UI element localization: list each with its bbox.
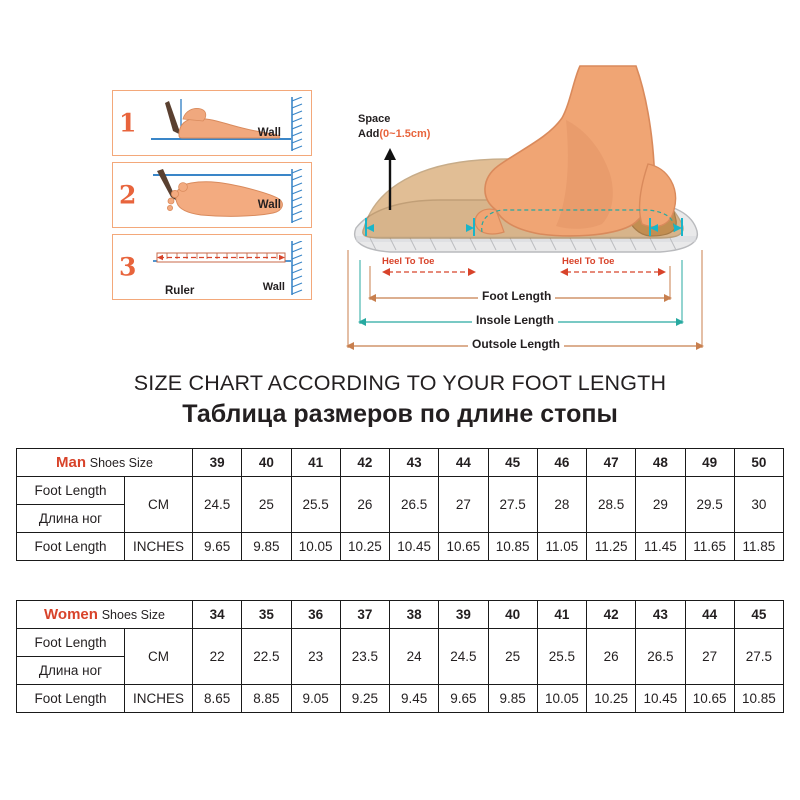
step-1	[112, 90, 312, 156]
women-size-cell: 38	[390, 601, 439, 629]
women-inch-cell: 9.05	[291, 685, 340, 713]
men-inch-cell: 11.05	[537, 533, 586, 561]
men-cm-cell: 24.5	[193, 477, 242, 533]
ruler-label: Ruler	[165, 285, 195, 297]
step-2-graphic	[113, 163, 312, 228]
women-group-sublabel: Shoes Size	[101, 608, 165, 622]
wall-hatch-icon	[289, 97, 307, 149]
women-row-label-inches: Foot Length	[17, 685, 125, 713]
wall-label: Wall	[262, 281, 285, 293]
women-inch-cell: 9.85	[488, 685, 537, 713]
outsole-length-label: Outsole Length	[468, 337, 564, 351]
men-inch-cell: 11.45	[636, 533, 685, 561]
table-row	[17, 477, 784, 505]
foot-measure-diagram	[330, 60, 780, 360]
women-inch-cell: 10.85	[734, 685, 783, 713]
men-cm-cell: 27	[439, 477, 488, 533]
women-group-label: Women	[44, 606, 98, 623]
men-cm-cell: 25.5	[291, 477, 340, 533]
table-row	[17, 685, 784, 713]
space-label-text: Space	[358, 113, 391, 125]
men-inch-cell: 11.65	[685, 533, 734, 561]
men-cm-cell: 29	[636, 477, 685, 533]
wall-label: Wall	[257, 199, 281, 211]
women-inch-cell: 9.45	[390, 685, 439, 713]
step-number: 2	[119, 180, 137, 210]
men-unit-inches: INCHES	[125, 533, 193, 561]
men-size-cell: 49	[685, 449, 734, 477]
men-size-cell: 40	[242, 449, 291, 477]
women-cm-cell: 22	[193, 629, 242, 685]
women-inch-cell: 8.85	[242, 685, 291, 713]
women-cm-cell: 25.5	[537, 629, 586, 685]
men-size-cell: 39	[193, 449, 242, 477]
women-inch-cell: 9.65	[439, 685, 488, 713]
measurement-illustration	[0, 0, 800, 365]
women-inch-cell: 10.05	[537, 685, 586, 713]
women-size-cell: 37	[340, 601, 389, 629]
women-size-cell: 39	[439, 601, 488, 629]
men-cm-cell: 25	[242, 477, 291, 533]
men-row-label-ru: Длина ног	[17, 505, 125, 533]
heel-to-toe-left-label: Heel To Toe	[382, 256, 435, 267]
men-inch-cell: 9.85	[242, 533, 291, 561]
men-size-cell: 43	[390, 449, 439, 477]
women-inch-cell: 10.65	[685, 685, 734, 713]
size-tables	[16, 448, 784, 713]
men-cm-cell: 26	[340, 477, 389, 533]
chart-title-en: SIZE CHART ACCORDING TO YOUR FOOT LENGTH	[133, 371, 667, 395]
chart-title-ru: Таблица размеров по длине стопы	[182, 400, 618, 428]
women-size-table	[16, 600, 784, 713]
women-size-cell: 35	[242, 601, 291, 629]
men-inch-cell: 11.85	[734, 533, 783, 561]
women-size-cell: 36	[291, 601, 340, 629]
women-cm-cell: 27.5	[734, 629, 783, 685]
step-3	[112, 234, 312, 300]
wall-hatch-icon	[289, 169, 307, 221]
add-range-text: (0~1.5cm)	[379, 127, 431, 140]
men-group-sublabel: Shoes Size	[89, 456, 153, 470]
men-inch-cell: 9.65	[193, 533, 242, 561]
add-label-text: Add	[358, 127, 380, 140]
space-add-label	[358, 112, 430, 142]
women-unit-inches: INCHES	[125, 685, 193, 713]
men-size-cell: 46	[537, 449, 586, 477]
women-size-cell: 40	[488, 601, 537, 629]
men-size-cell: 50	[734, 449, 783, 477]
women-size-cell: 43	[636, 601, 685, 629]
women-size-cell: 44	[685, 601, 734, 629]
women-cm-cell: 27	[685, 629, 734, 685]
men-size-cell: 41	[291, 449, 340, 477]
men-size-cell: 44	[439, 449, 488, 477]
men-cm-cell: 28.5	[587, 477, 636, 533]
women-size-cell: 34	[193, 601, 242, 629]
men-cm-cell: 30	[734, 477, 783, 533]
men-cm-cell: 27.5	[488, 477, 537, 533]
step-number: 3	[119, 252, 137, 282]
men-size-cell: 47	[587, 449, 636, 477]
men-inch-cell: 10.05	[291, 533, 340, 561]
foot-length-label: Foot Length	[478, 289, 555, 303]
table-row	[17, 601, 784, 629]
women-inch-cell: 8.65	[193, 685, 242, 713]
step-number: 1	[119, 108, 137, 138]
men-size-table	[16, 448, 784, 561]
women-unit-cm: CM	[125, 629, 193, 685]
women-group-header	[17, 601, 193, 629]
men-group-label: Man	[56, 454, 86, 471]
men-row-label-inches: Foot Length	[17, 533, 125, 561]
men-inch-cell: 10.85	[488, 533, 537, 561]
table-separator	[16, 561, 784, 581]
men-group-header	[17, 449, 193, 477]
men-inch-cell: 10.25	[340, 533, 389, 561]
heel-to-toe-right-label: Heel To Toe	[562, 256, 615, 267]
women-size-cell: 41	[537, 601, 586, 629]
women-cm-cell: 26	[587, 629, 636, 685]
men-inch-cell: 10.45	[390, 533, 439, 561]
step-1-graphic	[113, 91, 312, 156]
insole-length-label: Insole Length	[472, 313, 558, 327]
women-inch-cell: 10.25	[587, 685, 636, 713]
women-cm-cell: 22.5	[242, 629, 291, 685]
table-row	[17, 629, 784, 657]
women-size-cell: 45	[734, 601, 783, 629]
step-2	[112, 162, 312, 228]
women-cm-cell: 24	[390, 629, 439, 685]
wall-hatch-icon	[289, 241, 307, 293]
women-cm-cell: 25	[488, 629, 537, 685]
measure-steps-panel	[112, 90, 312, 306]
men-row-label-en: Foot Length	[17, 477, 125, 505]
women-inch-cell: 9.25	[340, 685, 389, 713]
men-inch-cell: 10.65	[439, 533, 488, 561]
men-size-cell: 45	[488, 449, 537, 477]
men-cm-cell: 28	[537, 477, 586, 533]
men-cm-cell: 29.5	[685, 477, 734, 533]
women-cm-cell: 23.5	[340, 629, 389, 685]
men-cm-cell: 26.5	[390, 477, 439, 533]
men-size-cell: 42	[340, 449, 389, 477]
wall-label: Wall	[257, 127, 281, 139]
women-cm-cell: 26.5	[636, 629, 685, 685]
men-unit-cm: CM	[125, 477, 193, 533]
table-row	[17, 449, 784, 477]
women-inch-cell: 10.45	[636, 685, 685, 713]
men-inch-cell: 11.25	[587, 533, 636, 561]
men-size-cell: 48	[636, 449, 685, 477]
women-row-label-ru: Длина ног	[17, 657, 125, 685]
women-row-label-en: Foot Length	[17, 629, 125, 657]
women-cm-cell: 23	[291, 629, 340, 685]
table-row	[17, 533, 784, 561]
women-size-cell: 42	[587, 601, 636, 629]
women-cm-cell: 24.5	[439, 629, 488, 685]
